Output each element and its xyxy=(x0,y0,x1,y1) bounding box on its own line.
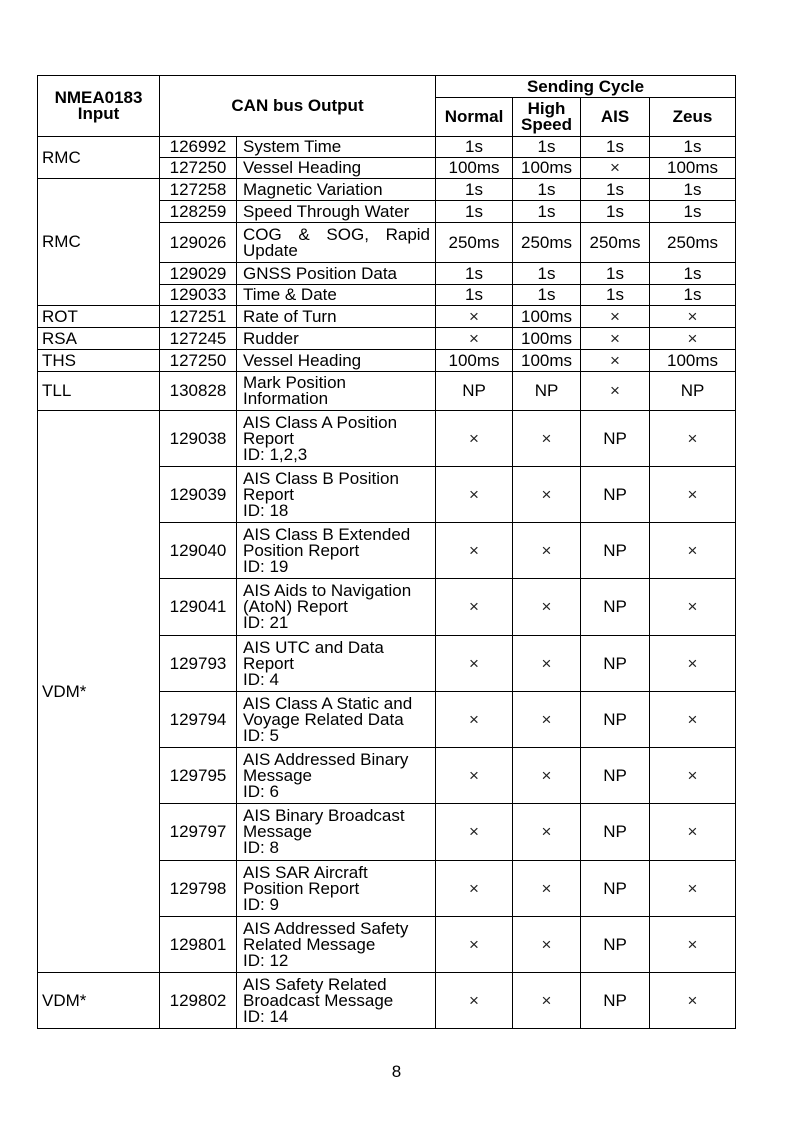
pgn-number: 129793 xyxy=(169,653,227,673)
cycle-zeus: × xyxy=(650,748,736,804)
pgn-description-line: AIS Safety Related xyxy=(243,974,387,994)
description-cell xyxy=(237,137,436,158)
cycle-high-speed: × xyxy=(513,804,581,861)
cycle-high-speed: × xyxy=(513,636,581,692)
description-cell xyxy=(237,372,436,411)
pgn-cell xyxy=(160,579,237,636)
nmea-input: VDM* xyxy=(42,990,87,1010)
cycle-zeus: 1s xyxy=(650,201,736,223)
description-cell xyxy=(237,411,436,467)
cycle-normal: NP xyxy=(436,372,513,411)
pgn-description-line: Position Report xyxy=(243,540,360,560)
cycle-high-speed: 100ms xyxy=(513,158,581,179)
pgn-cell xyxy=(160,636,237,692)
cycle-normal: 1s xyxy=(436,179,513,201)
pgn-number: 129795 xyxy=(169,765,227,785)
cycle-zeus: 100ms xyxy=(650,350,736,372)
description-cell xyxy=(237,692,436,748)
description-cell xyxy=(237,306,436,328)
cycle-high-speed: 1s xyxy=(513,263,581,285)
cycle-normal: 250ms xyxy=(436,223,513,263)
pgn-message-id: ID: 8 xyxy=(243,838,279,857)
cycle-ais: NP xyxy=(581,579,650,636)
cycle-zeus: 100ms xyxy=(650,158,736,179)
cycle-high-speed: × xyxy=(513,579,581,636)
nmea-input-cell xyxy=(38,137,160,179)
cycle-high-speed: 1s xyxy=(513,201,581,223)
cycle-zeus: × xyxy=(650,411,736,467)
cycle-ais: NP xyxy=(581,917,650,973)
pgn-cell xyxy=(160,917,237,973)
pgn-description: GNSS Position Data xyxy=(243,263,398,283)
cycle-normal: × xyxy=(436,523,513,579)
cycle-zeus: 1s xyxy=(650,179,736,201)
pgn-description: Magnetic Variation xyxy=(243,179,383,199)
cycle-normal: × xyxy=(436,328,513,350)
description-cell xyxy=(237,179,436,201)
description-cell xyxy=(237,973,436,1029)
description-cell xyxy=(237,328,436,350)
pgn-description-line: Message xyxy=(243,765,312,785)
cycle-zeus: 1s xyxy=(650,285,736,306)
cycle-normal: × xyxy=(436,748,513,804)
cycle-zeus: × xyxy=(650,973,736,1029)
pgn-cell xyxy=(160,804,237,861)
pgn-cell xyxy=(160,158,237,179)
pgn-description-line: AIS Class B Extended xyxy=(243,524,411,544)
cycle-ais: × xyxy=(581,306,650,328)
table-row xyxy=(38,137,736,158)
nmea-input: VDM* xyxy=(42,681,87,701)
table-row xyxy=(38,179,736,201)
cycle-ais: 1s xyxy=(581,137,650,158)
pgn-message-id: ID: 6 xyxy=(243,781,279,801)
pgn-number: 129797 xyxy=(169,822,227,841)
cycle-high-speed: NP xyxy=(513,372,581,411)
pgn-message-id: ID: 14 xyxy=(243,1006,289,1026)
pgn-cell xyxy=(160,748,237,804)
cycle-high-speed: × xyxy=(513,973,581,1029)
pgn-cell xyxy=(160,350,237,372)
pgn-number: 127245 xyxy=(169,328,227,348)
pgn-number: 128259 xyxy=(169,201,227,221)
pgn-description-line: AIS Class A Static and xyxy=(243,693,413,713)
description-cell xyxy=(237,861,436,917)
pgn-description-line: AIS UTC and Data xyxy=(243,637,384,657)
description-cell xyxy=(237,636,436,692)
description-cell xyxy=(237,804,436,861)
cycle-high-speed: × xyxy=(513,692,581,748)
header-nmea-input-label: NMEA0183 Input xyxy=(54,88,143,123)
cycle-normal: 1s xyxy=(436,285,513,306)
cycle-normal: × xyxy=(436,306,513,328)
nmea-input: RMC xyxy=(42,232,81,251)
nmea-input-cell xyxy=(38,179,160,306)
pgn-number: 127251 xyxy=(169,306,227,326)
pgn-description-line: AIS Addressed Binary xyxy=(243,749,409,769)
pgn-number: 129038 xyxy=(169,428,227,448)
cycle-high-speed: 100ms xyxy=(513,306,581,328)
cycle-zeus: × xyxy=(650,523,736,579)
cycle-ais: 1s xyxy=(581,179,650,201)
cycle-zeus: 250ms xyxy=(650,223,736,263)
cycle-ais: NP xyxy=(581,636,650,692)
description-cell xyxy=(237,467,436,523)
cycle-normal: × xyxy=(436,411,513,467)
cycle-zeus: NP xyxy=(650,372,736,411)
pgn-message-id: ID: 5 xyxy=(243,725,279,745)
nmea-input: ROT xyxy=(42,306,78,326)
pgn-number: 129801 xyxy=(169,934,227,954)
cycle-ais: NP xyxy=(581,748,650,804)
pgn-description-line: Broadcast Message xyxy=(243,990,394,1010)
pgn-description-line: AIS Aids to Navigation xyxy=(243,581,412,600)
cycle-normal: 100ms xyxy=(436,158,513,179)
cycle-ais: 250ms xyxy=(581,223,650,263)
pgn-description: Rudder xyxy=(243,328,299,348)
pgn-description-line: AIS Class A Position xyxy=(243,412,398,432)
pgn-cell xyxy=(160,179,237,201)
cycle-normal: 1s xyxy=(436,201,513,223)
pgn-number: 126992 xyxy=(169,137,227,156)
cycle-zeus: × xyxy=(650,306,736,328)
pgn-description-line: AIS Binary Broadcast xyxy=(243,806,405,825)
nmea-input-cell xyxy=(38,973,160,1029)
pgn-description: Speed Through Water xyxy=(243,201,410,221)
cycle-zeus: × xyxy=(650,692,736,748)
cycle-zeus: × xyxy=(650,917,736,973)
pgn-number: 129029 xyxy=(169,263,227,283)
pgn-number: 127250 xyxy=(169,350,227,370)
header-nmea-input xyxy=(38,76,160,137)
pgn-cell xyxy=(160,328,237,350)
pgn-description-line: Voyage Related Data xyxy=(243,709,404,729)
table-row xyxy=(38,973,736,1029)
pgn-number: 129041 xyxy=(169,597,227,616)
cycle-high-speed: × xyxy=(513,748,581,804)
pgn-description-line: Related Message xyxy=(243,934,376,954)
pgn-description-line: AIS Class B Position xyxy=(243,468,399,488)
pgn-message-id: ID: 9 xyxy=(243,894,279,914)
pgn-message-id: ID: 21 xyxy=(243,613,289,632)
cycle-ais: × xyxy=(581,372,650,411)
pgn-cell xyxy=(160,263,237,285)
cycle-normal: × xyxy=(436,973,513,1029)
cycle-normal: 100ms xyxy=(436,350,513,372)
pgn-cell xyxy=(160,692,237,748)
pgn-description-line: Mark Position xyxy=(243,373,346,392)
cycle-normal: × xyxy=(436,692,513,748)
cycle-high-speed: × xyxy=(513,917,581,973)
cycle-high-speed: × xyxy=(513,861,581,917)
pgn-message-id: ID: 4 xyxy=(243,669,279,689)
cycle-high-speed: × xyxy=(513,411,581,467)
pgn-cell xyxy=(160,372,237,411)
pgn-number: 129040 xyxy=(169,540,227,560)
cycle-normal: × xyxy=(436,467,513,523)
pgn-cell xyxy=(160,411,237,467)
pgn-description: Vessel Heading xyxy=(243,350,362,370)
cycle-ais: NP xyxy=(581,804,650,861)
pgn-cell xyxy=(160,137,237,158)
cycle-ais: NP xyxy=(581,861,650,917)
pgn-message-id: ID: 1,2,3 xyxy=(243,444,308,464)
header-zeus-label: Zeus xyxy=(672,107,713,126)
header-sending-cycle xyxy=(436,76,736,98)
cycle-ais: 1s xyxy=(581,201,650,223)
header-ais-label: AIS xyxy=(600,107,630,126)
pgn-number: 129039 xyxy=(169,484,227,504)
description-cell xyxy=(237,748,436,804)
pgn-description-line: Message xyxy=(243,822,312,841)
cycle-zeus: 1s xyxy=(650,137,736,158)
pgn-cell xyxy=(160,861,237,917)
pgn-number: 127250 xyxy=(169,158,227,177)
description-cell xyxy=(237,158,436,179)
pgn-description-line: Position Report xyxy=(243,878,360,898)
pgn-description-line: Report xyxy=(243,428,295,448)
nmea-input-cell xyxy=(38,306,160,328)
cycle-zeus: 1s xyxy=(650,263,736,285)
header-zeus xyxy=(650,98,736,137)
cycle-high-speed: 100ms xyxy=(513,328,581,350)
pgn-cell xyxy=(160,306,237,328)
header-ais xyxy=(581,98,650,137)
pgn-number: 129026 xyxy=(169,232,227,252)
cycle-ais: 1s xyxy=(581,285,650,306)
cycle-high-speed: 250ms xyxy=(513,223,581,263)
description-cell xyxy=(237,579,436,636)
nmea-input: THS xyxy=(42,350,76,370)
table-row xyxy=(38,350,736,372)
pgn-cell xyxy=(160,201,237,223)
pgn-description: COG & SOG, Rapid Update xyxy=(243,224,431,260)
pgn-cell xyxy=(160,223,237,263)
header-normal xyxy=(436,98,513,137)
cycle-high-speed: 1s xyxy=(513,179,581,201)
pgn-cell xyxy=(160,973,237,1029)
pgn-number: 129033 xyxy=(169,285,227,304)
cycle-normal: × xyxy=(436,804,513,861)
table-row xyxy=(38,306,736,328)
pgn-message-id: ID: 12 xyxy=(243,950,289,970)
table-row xyxy=(38,411,736,467)
pgn-description-line: AIS SAR Aircraft xyxy=(243,862,368,882)
pgn-description: Rate of Turn xyxy=(243,306,337,326)
cycle-ais: × xyxy=(581,350,650,372)
header-high-speed xyxy=(513,98,581,137)
description-cell xyxy=(237,350,436,372)
nmea-input-cell xyxy=(38,328,160,350)
cycle-high-speed: × xyxy=(513,467,581,523)
pgn-description-line: AIS Addressed Safety xyxy=(243,918,409,938)
pgn-description-line: (AtoN) Report xyxy=(243,597,348,616)
pgn-description-line: Report xyxy=(243,484,295,504)
cycle-normal: × xyxy=(436,636,513,692)
header-normal-label: Normal xyxy=(444,107,504,126)
cycle-ais: NP xyxy=(581,467,650,523)
description-cell xyxy=(237,263,436,285)
header-sending-cycle-label: Sending Cycle xyxy=(526,76,645,96)
pgn-description: Time & Date xyxy=(243,285,337,304)
cycle-zeus: × xyxy=(650,328,736,350)
cycle-ais: NP xyxy=(581,523,650,579)
cycle-high-speed: × xyxy=(513,523,581,579)
pgn-number: 129802 xyxy=(169,990,227,1010)
pgn-cell xyxy=(160,285,237,306)
table-row xyxy=(38,328,736,350)
header-can-output-label: CAN bus Output xyxy=(231,96,364,115)
header-high-speed-label: High Speed xyxy=(521,99,573,134)
nmea-input-cell xyxy=(38,372,160,411)
description-cell xyxy=(237,285,436,306)
pgn-description: System Time xyxy=(243,137,342,156)
cycle-ais: NP xyxy=(581,692,650,748)
pgn-description-line: Information xyxy=(243,389,329,408)
nmea-input: TLL xyxy=(42,381,72,400)
cycle-normal: × xyxy=(436,861,513,917)
nmea-input-cell xyxy=(38,411,160,973)
pgn-number: 129798 xyxy=(169,878,227,898)
cycle-normal: 1s xyxy=(436,137,513,158)
pgn-message-id: ID: 19 xyxy=(243,556,289,576)
cycle-normal: × xyxy=(436,917,513,973)
description-cell xyxy=(237,223,436,263)
nmea-conversion-table xyxy=(37,75,736,1029)
cycle-normal: 1s xyxy=(436,263,513,285)
cycle-zeus: × xyxy=(650,579,736,636)
cycle-ais: × xyxy=(581,158,650,179)
nmea-input: RSA xyxy=(42,328,77,348)
pgn-description-line: Report xyxy=(243,653,295,673)
cycle-zeus: × xyxy=(650,636,736,692)
pgn-description: Vessel Heading xyxy=(243,158,362,177)
pgn-message-id: ID: 18 xyxy=(243,500,289,520)
pgn-number: 129794 xyxy=(169,709,227,729)
header-can-output xyxy=(160,76,436,137)
cycle-zeus: × xyxy=(650,804,736,861)
cycle-ais: 1s xyxy=(581,263,650,285)
description-cell xyxy=(237,917,436,973)
cycle-zeus: × xyxy=(650,861,736,917)
nmea-input-cell xyxy=(38,350,160,372)
cycle-ais: NP xyxy=(581,411,650,467)
pgn-cell xyxy=(160,523,237,579)
description-cell xyxy=(237,201,436,223)
page-number: 8 xyxy=(391,1062,402,1081)
cycle-normal: × xyxy=(436,579,513,636)
pgn-cell xyxy=(160,467,237,523)
cycle-high-speed: 1s xyxy=(513,285,581,306)
pgn-number: 127258 xyxy=(169,179,227,199)
cycle-ais: × xyxy=(581,328,650,350)
cycle-high-speed: 100ms xyxy=(513,350,581,372)
pgn-number: 130828 xyxy=(169,381,227,400)
cycle-zeus: × xyxy=(650,467,736,523)
nmea-input: RMC xyxy=(42,147,81,167)
description-cell xyxy=(237,523,436,579)
cycle-high-speed: 1s xyxy=(513,137,581,158)
cycle-ais: NP xyxy=(581,973,650,1029)
table-row xyxy=(38,372,736,411)
